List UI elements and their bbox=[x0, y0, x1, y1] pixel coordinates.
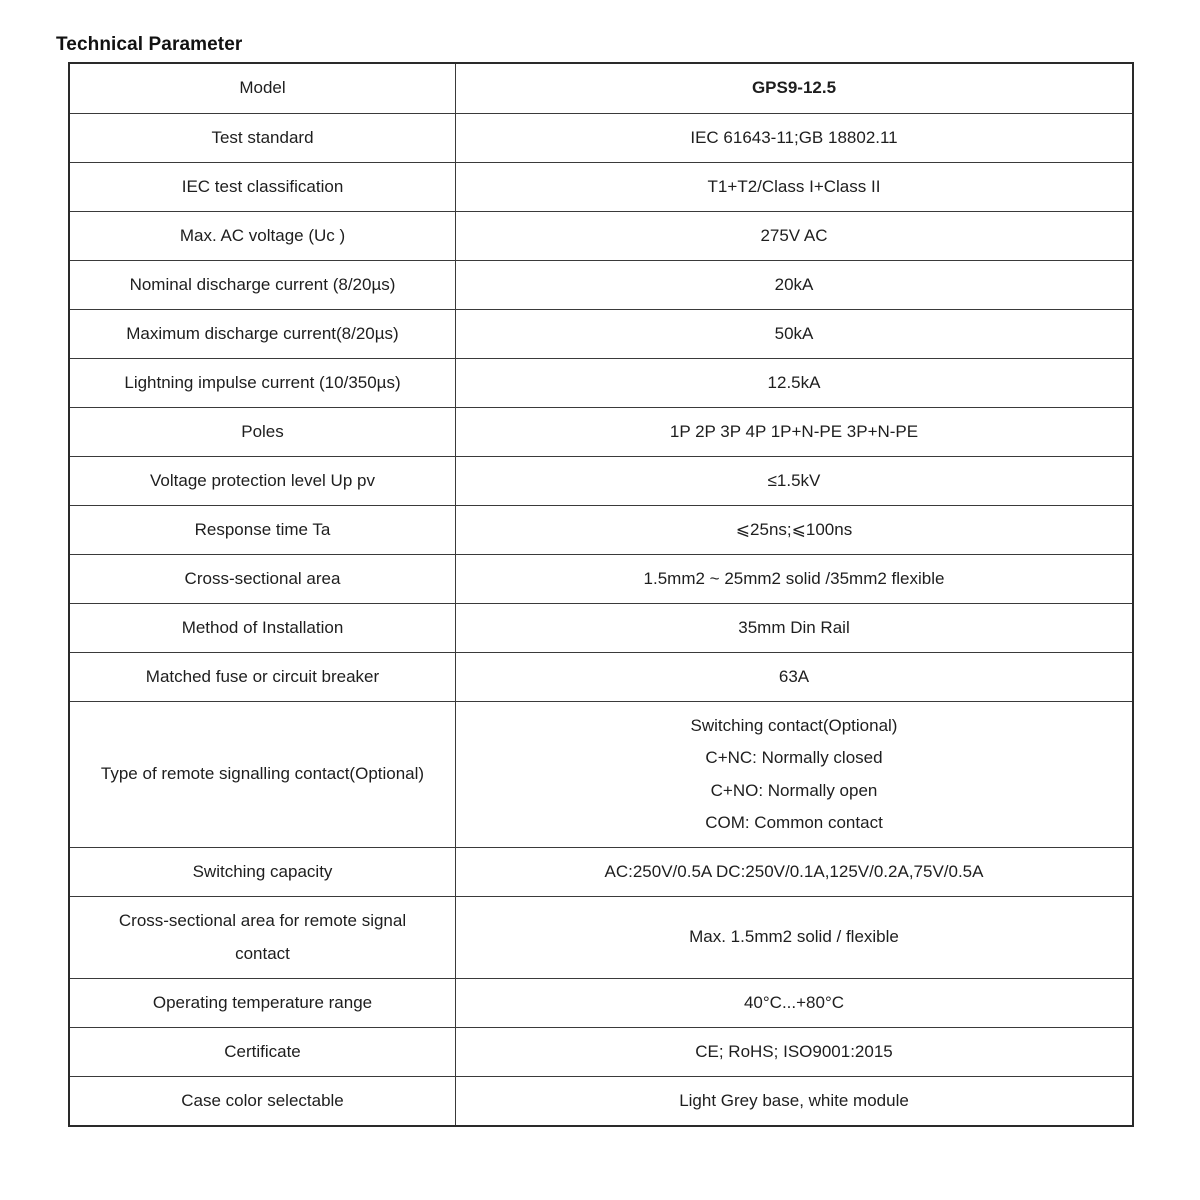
technical-parameter-table bbox=[68, 62, 1134, 1127]
row-label: Operating temperature range bbox=[69, 979, 456, 1028]
table-row bbox=[69, 506, 1133, 555]
row-label bbox=[69, 897, 456, 979]
row-value: T1+T2/Class I+Class II bbox=[456, 163, 1134, 212]
row-label-line: Cross-sectional area for remote signal bbox=[118, 911, 407, 930]
row-label: Model bbox=[69, 63, 456, 114]
model-value: GPS9-12.5 bbox=[456, 63, 1134, 114]
table-row-switching bbox=[69, 848, 1133, 897]
row-label: Lightning impulse current (10/350µs) bbox=[69, 359, 456, 408]
table-row-model bbox=[69, 63, 1133, 114]
row-value: 50kA bbox=[456, 310, 1134, 359]
row-label: Type of remote signalling contact(Optional) bbox=[69, 702, 456, 848]
row-value: 35mm Din Rail bbox=[456, 604, 1134, 653]
row-label: Case color selectable bbox=[69, 1077, 456, 1127]
table-row bbox=[69, 653, 1133, 702]
row-value: AC:250V/0.5A DC:250V/0.1A,125V/0.2A,75V/0.5A bbox=[456, 848, 1134, 897]
row-label: Max. AC voltage (Uc ) bbox=[69, 212, 456, 261]
row-value: 63A bbox=[456, 653, 1134, 702]
table-row bbox=[69, 163, 1133, 212]
signalling-options bbox=[456, 702, 1134, 848]
table-row bbox=[69, 604, 1133, 653]
row-value: 1P 2P 3P 4P 1P+N-PE 3P+N-PE bbox=[456, 408, 1134, 457]
row-value: 12.5kA bbox=[456, 359, 1134, 408]
row-label: IEC test classification bbox=[69, 163, 456, 212]
row-label: Maximum discharge current(8/20µs) bbox=[69, 310, 456, 359]
table-row bbox=[69, 310, 1133, 359]
page-title: Technical Parameter bbox=[56, 34, 243, 55]
table-row bbox=[69, 359, 1133, 408]
row-label: Test standard bbox=[69, 114, 456, 163]
signalling-line: COM: Common contact bbox=[705, 813, 883, 832]
row-label: Poles bbox=[69, 408, 456, 457]
row-label: Nominal discharge current (8/20µs) bbox=[69, 261, 456, 310]
row-label: Response time Ta bbox=[69, 506, 456, 555]
row-label: Cross-sectional area bbox=[69, 555, 456, 604]
table-row bbox=[69, 114, 1133, 163]
row-value: IEC 61643-11;GB 18802.11 bbox=[456, 114, 1134, 163]
row-value: 275V AC bbox=[456, 212, 1134, 261]
row-value: ⩽25ns;⩽100ns bbox=[456, 506, 1134, 555]
table-row bbox=[69, 979, 1133, 1028]
table-row bbox=[69, 408, 1133, 457]
row-value: 1.5mm2 ~ 25mm2 solid /35mm2 flexible bbox=[456, 555, 1134, 604]
row-value: CE; RoHS; ISO9001:2015 bbox=[456, 1028, 1134, 1077]
signalling-line: C+NC: Normally closed bbox=[705, 748, 883, 767]
table-row bbox=[69, 1028, 1133, 1077]
row-label: Certificate bbox=[69, 1028, 456, 1077]
signalling-line: Switching contact(Optional) bbox=[690, 715, 898, 735]
table-row bbox=[69, 1077, 1133, 1127]
row-label-line: contact bbox=[235, 943, 290, 963]
table-row bbox=[69, 261, 1133, 310]
row-label: Matched fuse or circuit breaker bbox=[69, 653, 456, 702]
table-row bbox=[69, 212, 1133, 261]
row-value: Max. 1.5mm2 solid / flexible bbox=[456, 897, 1134, 979]
table-row bbox=[69, 457, 1133, 506]
row-label: Switching capacity bbox=[69, 848, 456, 897]
row-value: 40°C...+80°C bbox=[456, 979, 1134, 1028]
row-value: Light Grey base, white module bbox=[456, 1077, 1134, 1127]
table-row-remote-area bbox=[69, 897, 1133, 979]
table-row-signalling bbox=[69, 702, 1133, 848]
table-row bbox=[69, 555, 1133, 604]
row-label: Method of Installation bbox=[69, 604, 456, 653]
row-value: 20kA bbox=[456, 261, 1134, 310]
row-value: ≤1.5kV bbox=[456, 457, 1134, 506]
signalling-line: C+NO: Normally open bbox=[710, 780, 878, 800]
row-label: Voltage protection level Up pv bbox=[69, 457, 456, 506]
